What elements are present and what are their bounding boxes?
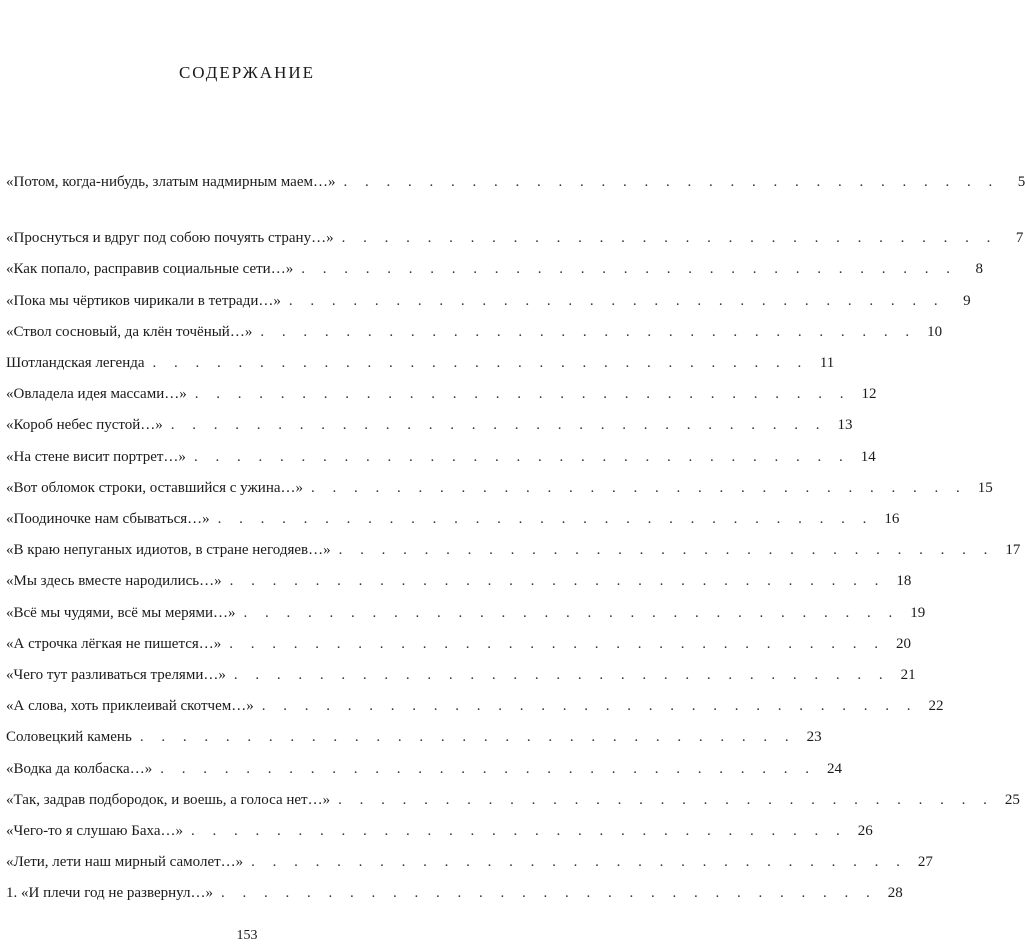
toc-entry bbox=[6, 351, 835, 375]
toc-entry bbox=[6, 819, 873, 843]
toc-dot-leader: . . . . . . . . . . . . . . . . . . . . . . . . . . . . . . . bbox=[160, 760, 816, 777]
toc-entry-page: 21 bbox=[900, 667, 916, 683]
toc-entry-title: «А строчка лёгкая не пишется…» bbox=[6, 635, 222, 652]
toc-entry-page: 16 bbox=[884, 511, 900, 527]
toc-entry-title: «Водка да колбаска…» bbox=[6, 760, 153, 777]
toc-dot-leader: . . . . . . . . . . . . . . . . . . . . . . . . . . . . . . . bbox=[343, 174, 1000, 190]
toc-dot-leader: . . . . . . . . . . . . . . . . . . . . . . . . . . . . . . . bbox=[243, 604, 900, 621]
toc-entry-page: 9 bbox=[963, 292, 971, 309]
toc-entry-page: 5 bbox=[1017, 174, 1025, 190]
toc-dot-leader: . . . . . . . . . . . . . . . . . . . . . . . . . . . . . . . bbox=[311, 479, 967, 496]
toc-entry-title: «Так, задрав подбородок, и воешь, а голоса нет…» bbox=[6, 791, 331, 808]
toc-entry-title: «Пока мы чёртиков чирикали в тетради…» bbox=[6, 292, 281, 309]
toc-entry-title: «Как попало, расправив социальные сети…» bbox=[6, 261, 294, 278]
toc-dot-leader: . . . . . . . . . . . . . . . . . . . . . . . . . . . . . . . bbox=[229, 573, 886, 590]
toc-entry-page: 13 bbox=[837, 417, 853, 434]
toc-dot-leader: . . . . . . . . . . . . . . . . . . . . . . . . . . . . . . . bbox=[288, 292, 945, 309]
toc-entry-title: «Чего тут разливаться трелями…» bbox=[6, 667, 226, 683]
toc-entry-title: «Вот обломок строки, оставшийся с ужина…» bbox=[6, 479, 304, 496]
toc-entry-page: 19 bbox=[910, 604, 926, 621]
toc-entry-title: «Лети, лети наш мирный самолет…» bbox=[6, 854, 244, 871]
toc-entry-title: «Короб небес пустой…» bbox=[6, 417, 163, 434]
toc-dot-leader: . . . . . . . . . . . . . . . . . . . . . . . . . . . . . . . bbox=[260, 323, 917, 340]
toc-dot-leader: . . . . . . . . . . . . . . . . . . . . . . . . . . . . . . . bbox=[139, 729, 796, 746]
toc-dot-leader: . . . . . . . . . . . . . . . . . . . . . . . . . . . . . . . bbox=[233, 667, 890, 683]
toc-dot-leader: . . . . . . . . . . . . . . . . . . . . . . . . . . . . . . . bbox=[170, 417, 827, 434]
toc-entry-page: 26 bbox=[857, 823, 873, 839]
toc-entry-page: 27 bbox=[917, 854, 933, 871]
toc-entry-title: «Проснуться и вдруг под собою почуять страну…» bbox=[6, 230, 334, 247]
toc-dot-leader: . . . . . . . . . . . . . . . . . . . . . . . . . . . . . . . bbox=[251, 854, 907, 871]
toc-entry bbox=[6, 538, 1021, 562]
toc-dot-leader: . . . . . . . . . . . . . . . . . . . . . . . . . . . . . . . bbox=[190, 823, 847, 839]
toc-entry-page: 20 bbox=[896, 635, 912, 652]
toc-entry-title: «А слова, хоть приклеивай скотчем…» bbox=[6, 698, 254, 715]
toc-entry bbox=[6, 257, 983, 281]
toc-entry-page: 18 bbox=[896, 573, 912, 590]
toc-entry-title: «Всё мы чудями, всё мы мерями…» bbox=[6, 604, 236, 621]
toc-dot-leader: . . . . . . . . . . . . . . . . . . . . . . . . . . . . . . . bbox=[341, 230, 998, 247]
toc-entry bbox=[6, 569, 912, 593]
toc-dot-leader: . . . . . . . . . . . . . . . . . . . . . . . . . . . . . . . bbox=[217, 511, 874, 527]
toc-entry-page: 24 bbox=[826, 760, 842, 777]
toc-dot-leader: . . . . . . . . . . . . . . . . . . . . . . . . . . . . . . . bbox=[194, 386, 851, 403]
toc-entry-page: 22 bbox=[928, 698, 944, 715]
toc-entry bbox=[6, 632, 912, 656]
toc-entry bbox=[6, 382, 877, 406]
toc-entry bbox=[6, 850, 933, 874]
toc-entry-page: 14 bbox=[860, 448, 876, 465]
toc-entry bbox=[6, 757, 842, 781]
toc-entry-title: Шотландская легенда bbox=[6, 355, 145, 371]
toc-entry-title: «Чего-то я слушаю Баха…» bbox=[6, 823, 183, 839]
toc-dot-leader: . . . . . . . . . . . . . . . . . . . . . . . . . . . . . . . bbox=[220, 885, 877, 902]
toc-dot-leader: . . . . . . . . . . . . . . . . . . . . . . . . . . . . . . . bbox=[338, 791, 994, 808]
toc-entry-page: 23 bbox=[806, 729, 822, 746]
toc-entry-title: «Ствол сосновый, да клён точёный…» bbox=[6, 323, 253, 340]
toc-entry-title: «Овладела идея массами…» bbox=[6, 386, 187, 403]
toc-dot-leader: . . . . . . . . . . . . . . . . . . . . . . . . . . . . . . . bbox=[193, 448, 850, 465]
toc-dot-leader: . . . . . . . . . . . . . . . . . . . . . . . . . . . . . . . bbox=[152, 355, 809, 371]
toc-entry bbox=[6, 663, 916, 687]
toc-entry-title: 1. «И плечи год не развернул…» bbox=[6, 885, 213, 902]
toc-entry-title: «Мы здесь вместе народились…» bbox=[6, 573, 222, 590]
toc-entry-title: Соловецкий камень bbox=[6, 729, 132, 746]
toc-entry bbox=[6, 725, 822, 749]
toc-dot-leader: . . . . . . . . . . . . . . . . . . . . . . . . . . . . . . . bbox=[261, 698, 918, 715]
toc-entry-page: 7 bbox=[1015, 230, 1024, 247]
toc-entry-page: 17 bbox=[1005, 542, 1021, 559]
toc-dot-leader: . . . . . . . . . . . . . . . . . . . . . . . . . . . . . . . bbox=[301, 261, 957, 278]
toc-entry-page: 10 bbox=[927, 323, 943, 340]
toc-entry-page: 8 bbox=[975, 261, 983, 278]
page-title: СОДЕРЖАНИЕ bbox=[178, 63, 316, 82]
toc-entry bbox=[6, 413, 853, 437]
toc-entry-page: 15 bbox=[977, 479, 993, 496]
toc-entry bbox=[6, 694, 944, 718]
toc-entry-title: «Потом, когда-нибудь, златым надмирным маем…» bbox=[6, 174, 336, 190]
toc-entry-title: «На стене висит портрет…» bbox=[6, 448, 186, 465]
toc-entry-title: «Поодиночке нам сбываться…» bbox=[6, 511, 210, 527]
toc-entry bbox=[6, 788, 1020, 812]
toc-entry bbox=[6, 507, 900, 531]
toc-entry-page: 12 bbox=[861, 386, 877, 403]
page-number: 153 bbox=[236, 928, 258, 943]
toc-entry bbox=[6, 476, 993, 500]
toc-entry bbox=[6, 289, 971, 313]
toc-entry-page: 28 bbox=[887, 885, 903, 902]
toc-dot-leader: . . . . . . . . . . . . . . . . . . . . . . . . . . . . . . . bbox=[338, 542, 995, 559]
toc-entry bbox=[6, 226, 1024, 250]
toc-entry bbox=[6, 601, 926, 625]
toc-entry bbox=[6, 445, 876, 469]
toc-entry bbox=[6, 320, 943, 344]
toc-entry-page: 11 bbox=[819, 355, 835, 371]
toc-entry bbox=[6, 881, 903, 905]
toc-entry bbox=[6, 170, 1025, 194]
toc-entry-title: «В краю непуганых идиотов, в стране негодяев…» bbox=[6, 542, 331, 559]
toc-dot-leader: . . . . . . . . . . . . . . . . . . . . . . . . . . . . . . . bbox=[229, 635, 886, 652]
toc-entry-page: 25 bbox=[1004, 791, 1020, 808]
